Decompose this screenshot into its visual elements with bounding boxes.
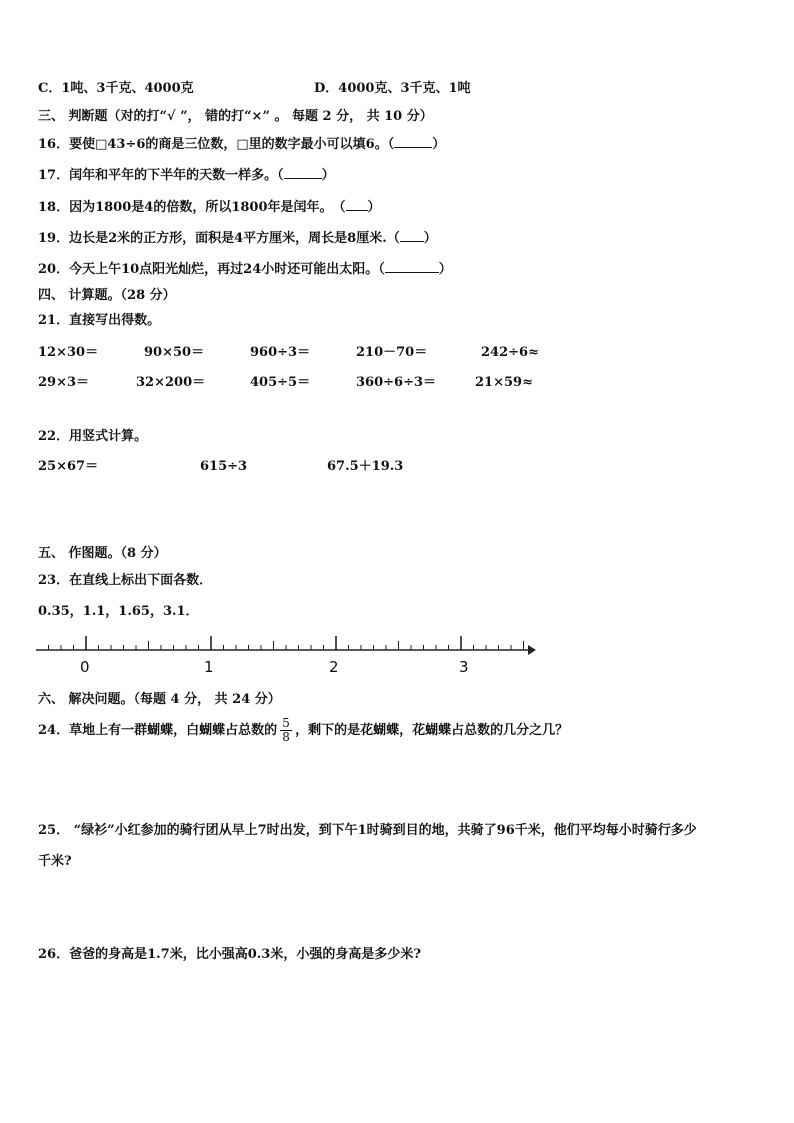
- paren-close: ）: [367, 200, 381, 215]
- calc-r2-c5: 21×59≈: [475, 375, 533, 390]
- section6-title: 六、 解决问题。（每题 4 分， 共 24 分）: [38, 692, 281, 707]
- question-20-text: 20．今天上午10点阳光灿烂，再过24小时还可能出太阳。（: [38, 262, 385, 277]
- question-18: [38, 198, 381, 217]
- question-24: [38, 716, 568, 746]
- section5-title: 五、 作图题。（8 分）: [38, 546, 167, 561]
- number-line-svg[interactable]: [36, 632, 546, 662]
- question-23: 23．在直线上标出下面各数．: [38, 573, 213, 588]
- number-line-label-1: 1: [204, 658, 214, 676]
- question-26: 26．爸爸的身高是1.7米，比小强高0.3米，小强的身高是多少米?: [38, 947, 421, 962]
- vertical-calc-2: 615÷3: [200, 459, 248, 474]
- calc-r1-c3: 960÷3＝: [250, 345, 311, 360]
- calc-r2-c2: 32×200＝: [136, 375, 206, 390]
- question-16: [38, 135, 445, 154]
- fraction-denominator: 8: [282, 730, 290, 744]
- calc-r1-c4: 210－70＝: [356, 345, 428, 360]
- section4-title: 四、 计算题。（28 分）: [38, 288, 176, 303]
- answer-blank-16[interactable]: [394, 135, 432, 148]
- calc-r2-c1: 29×3＝: [38, 375, 90, 390]
- paren-close: ）: [321, 168, 335, 183]
- number-line-label-0: 0: [80, 658, 90, 676]
- question-18-text: 18．因为1800是4的倍数，所以1800年是闰年。 （: [38, 200, 346, 215]
- numbers-to-mark: 0.35，1.1，1.65，3.1．: [38, 604, 199, 619]
- number-line-label-2: 2: [329, 658, 339, 676]
- question-19-text: 19．边长是2米的正方形，面积是4平方厘米，周长是8厘米.（: [38, 231, 400, 246]
- question-21: 21．直接写出得数。: [38, 313, 161, 328]
- question-25-line-2: 千米?: [38, 854, 72, 869]
- fraction-five-eighths: [280, 717, 292, 744]
- answer-blank-17[interactable]: [284, 166, 322, 179]
- question-24-text-b: ，剩下的是花蝴蝶，花蝴蝶占总数的几分之几？: [295, 723, 569, 738]
- option-c: C．1吨、3千克、4000克: [38, 81, 194, 96]
- calc-r2-c4: 360÷6÷3＝: [356, 375, 437, 390]
- number-line-label-3: 3: [459, 658, 469, 676]
- vertical-calc-1: 25×67＝: [38, 459, 99, 474]
- paren-close: ）: [423, 231, 437, 246]
- option-d: D．4000克、3千克、1吨: [314, 81, 471, 96]
- question-17: [38, 166, 335, 185]
- question-25-line-1: 25． “绿衫”小红参加的骑行团从早上7时出发，到下午1时骑到目的地，共骑了96千米，他们平均每小时骑行多少: [38, 823, 697, 838]
- paren-close: ）: [432, 137, 446, 152]
- answer-blank-19[interactable]: [400, 229, 424, 242]
- question-20: [38, 260, 452, 279]
- vertical-calc-3: 67.5＋19.3: [327, 459, 404, 474]
- calc-r1-c2: 90×50＝: [144, 345, 205, 360]
- calc-r1-c5: 242÷6≈: [481, 345, 539, 360]
- paren-close: ）: [438, 262, 452, 277]
- question-22: 22．用竖式计算。: [38, 429, 148, 444]
- calc-r2-c3: 405÷5＝: [250, 375, 311, 390]
- question-17-text: 17．闰年和平年的下半年的天数一样多。（: [38, 168, 284, 183]
- arrow-icon: [528, 645, 536, 655]
- calc-r1-c1: 12×30＝: [38, 345, 99, 360]
- question-19: [38, 229, 437, 248]
- section3-title: 三、 判断题（对的打“√ ”， 错的打“×” 。 每题 2 分， 共 10 分）: [38, 109, 433, 124]
- answer-blank-18[interactable]: [346, 198, 368, 211]
- answer-blank-20[interactable]: [385, 260, 439, 273]
- fraction-numerator: 5: [282, 716, 290, 730]
- question-24-text-a: 24．草地上有一群蝴蝶，白蝴蝶占总数的: [38, 723, 278, 738]
- number-line-ticks: [49, 636, 524, 650]
- question-16-text: 16．要使□43÷6的商是三位数，□里的数字最小可以填6。（: [38, 137, 395, 152]
